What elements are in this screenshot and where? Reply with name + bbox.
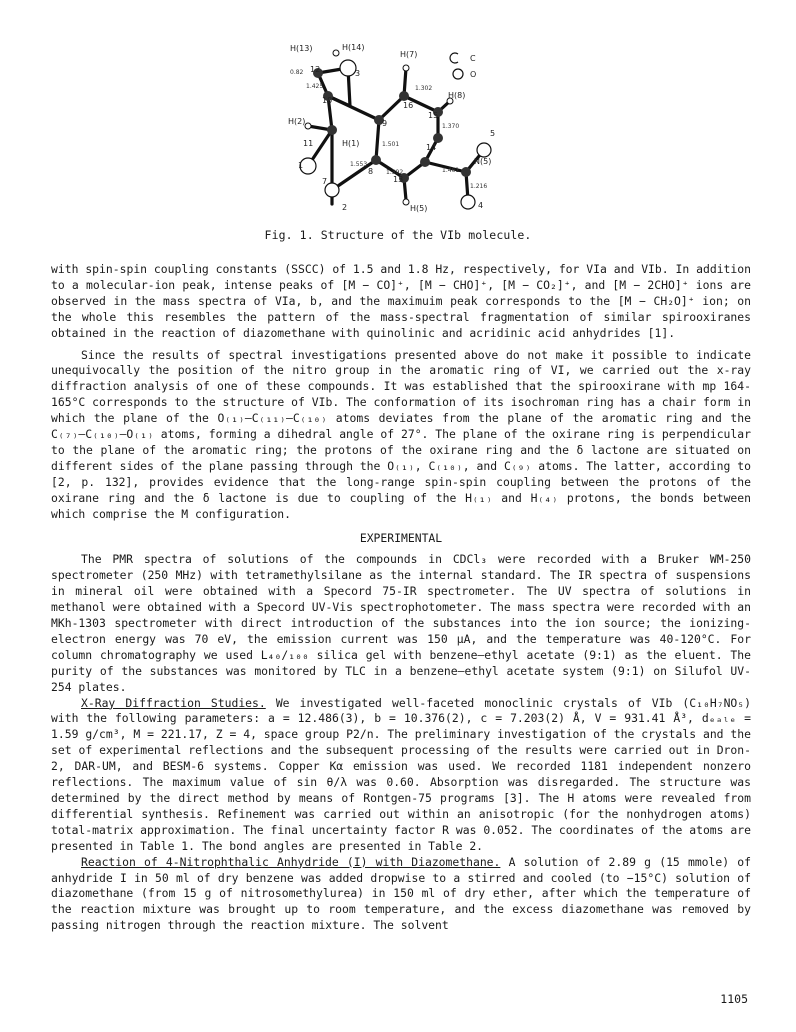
bond-length-label: 1.392: [386, 169, 404, 176]
atom-label: H(1): [342, 139, 360, 148]
atom-label: N(5): [474, 157, 492, 166]
paragraph-xray-text: We investigated well-faceted monoclinic crystals of VIb (C₁₀H₇NO₅) with the following parameters: a = 12.486(3), b = 10.376(2), c = 7.203(2) Å, V = 931.41 Å³, dₑₐₗₑ = 1.59 g/cm³, M = 221.17, Z = 4, space group P2/n. The preliminary investigation of the crystals and the set of experimental reflections and the subsequent processing of the results were carried out in Dron-2, DAR-UM, and BESM-6 systems. Copper Kα emission was used. We recorded 1181 independent nonzero reflections. The maximum value of sin θ/λ was 0.60. Absorption was disregarded. The structure was determined by the direct method by means of Rontgen-75 programs [3]. The H atoms were revealed from differential synthesis. Refinement was carried out within an anisotropic (for the nonhydrogen atoms) total-matrix approximation. The final uncertainty factor R was 0.052. The coordinates of the atoms are presented in Table 1. The bond angles are presented in Table 2.: [51, 695, 751, 853]
atom-label: H(2): [288, 117, 306, 126]
atom-label: 7: [322, 177, 328, 186]
atom-label: 16: [403, 101, 414, 110]
bond-length-label: 1.425: [306, 83, 324, 90]
atom-label: 15: [428, 111, 439, 120]
article-body: [51, 262, 751, 934]
paragraph-reaction-text: A solution of 2.89 g (15 mmole) of anhydride I in 50 ml of dry benzene was added dropwise to a stirred and cooled (to −15°C) solution of diazomethane (from 15 g of nitrosomethylurea) in 150 ml of dry ether, after which the temperature of the reaction mixture was brought up to room temperature, and the excess diazomethane was removed by passing nitrogen through the reaction mixture. The solvent: [51, 854, 751, 933]
paragraph-reaction: [51, 855, 751, 935]
atom-label: H(7): [400, 50, 418, 59]
paragraph-instruments: The PMR spectra of solutions of the compounds in CDCl₃ were recorded with a Bruker WM-250 spectrometer (250 MHz) with tetramethylsilane as the internal standard. The IR spectra of suspensions in mineral oil were obtained with a Specord 75-IR spectrometer. The UV spectra of solutions in methanol were obtained with a Specord UV-Vis spectrophotometer. The mass spectra were recorded with an MKh-1303 spectrometer with direct introduction of the substances into the ion source; the ionizing-electron energy was 70 eV, the emission current was 150 μA, and the temperature was 40-120°C. For column chromatography we used L₄₀/₁₀₀ silica gel with benzene–ethyl acetate (9:1) as the eluent. The purity of the substances was monitored by TLC in a benzene–ethyl acetate system (9:1) on Silufol UV-254 plates.: [51, 552, 751, 694]
atom-label: H(5): [410, 204, 428, 213]
legend-oxygen-label: O: [470, 70, 477, 79]
subsection-title-reaction: Reaction of 4-Nitrophthalic Anhydride (I) with Diazomethane.: [81, 854, 501, 869]
atom-label: 9: [382, 119, 388, 128]
atom-label: 2: [342, 203, 348, 212]
bond-length-label: 0.82: [290, 69, 304, 76]
atom-legend: [450, 53, 476, 79]
bond-length-label: 1.302: [415, 85, 433, 92]
atom-label: 3: [355, 69, 361, 78]
paragraph-xray-results: Since the results of spectral investigations presented above do not make it possible to indicate unequivocally the position of the nitro group in the aromatic ring of VI, we carried out the x-ray diffraction analysis of one of these compounds. It was established that the spirooxirane with mp 164-165°C corresponds to the structure of VIb. The conformation of its isochroman ring has a chair form in which the plane of the O₍₁₎–C₍₁₁₎–C₍₁₀₎ atoms deviates from the plane of the aromatic ring and the C₍₇₎–C₍₁₀₎–O₍₁₎ atoms, forming a dihedral angle of 27°. The plane of the oxirane ring is perpendicular to the plane of the aromatic ring; the protons of the oxirane ring and the δ lactone are situated on different sides of the plane passing through the O₍₁₎, C₍₁₀₎, and C₍₉₎ atoms. The latter, according to [2, p. 132], provides evidence that the long-range spin-spin coupling between the protons of the oxirane ring and the δ lactone is due to coupling of the H₍₁₎ and H₍₄₎ protons, the bonds between which comprise the M configuration.: [51, 347, 751, 521]
bond-length-label: 1.370: [442, 123, 460, 130]
figure-caption: Fig. 1. Structure of the VIb molecule.: [264, 228, 532, 242]
legend-carbon-label: C: [470, 54, 476, 63]
atom-label: H(14): [342, 43, 365, 52]
atom-label: 1: [298, 161, 304, 170]
paragraph-mass-spectra: with spin-spin coupling constants (SSCC) of 1.5 and 1.8 Hz, respectively, for VIa and VIb. In addition to a molecular-ion peak, intense peaks of [M − CO]⁺, [M − CHO]⁺, [M − CO₂]⁺, and [M − 2CHO]⁺ ions are observed in the mass spectra of VIa, b, and the maximuim peak corresponds to the [M − CH₂O]⁺ ion; on the whole this resembles the pattern of the mass-spectral fragmentation of similar spirooxiranes obtained in the reaction of diazomethane with quinolinic and acridinic acid anhydrides [1].: [51, 262, 751, 340]
atom-label: H(8): [448, 91, 466, 100]
section-heading-experimental: EXPERIMENTAL: [359, 530, 443, 545]
bond-length-label: 1.461: [442, 167, 460, 174]
atom-label: 8: [368, 167, 374, 176]
atom-label: 13: [393, 175, 404, 184]
bond-length-label: 1.216: [470, 183, 488, 190]
subsection-title-xray: X-Ray Diffraction Studies.: [81, 695, 266, 710]
bond-length-label: 1.501: [382, 141, 400, 148]
atom-label: H(13): [290, 44, 313, 53]
molecule-diagram: [270, 38, 520, 218]
bond-length-label: 1.553: [350, 161, 368, 168]
molecular-structure-figure: [270, 38, 520, 218]
atom-label: 14: [426, 143, 437, 152]
page-number: 1105: [720, 992, 748, 1006]
atom-label: 4: [478, 201, 484, 210]
atom-label: 10: [322, 96, 333, 105]
atom-label: 5: [490, 129, 496, 138]
paragraph-xray-studies: [51, 696, 751, 855]
atom-label: 12: [310, 65, 321, 74]
atom-label: 11: [303, 139, 314, 148]
